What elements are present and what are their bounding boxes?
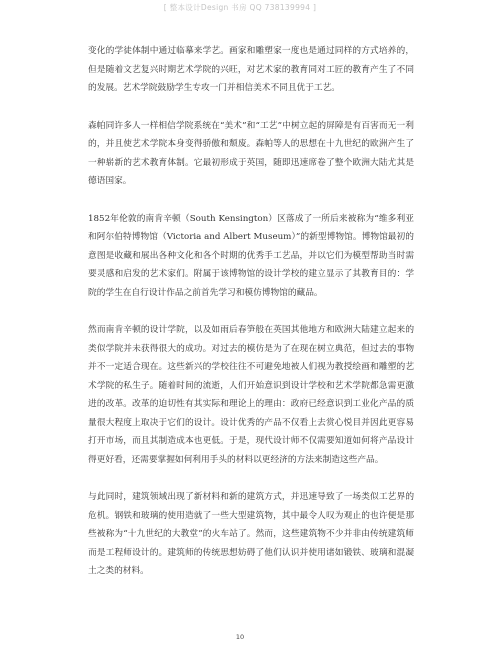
paragraph: 然而南肯辛顿的设计学院，以及如雨后春笋般在英国其他地方和欧洲大陆建立起来的类似学院并未获得很大的成功。对过去的模仿是为了在现在树立典范，但过去的事物并不一定适合现在。这些新兴的学校往往不可避免地被人们视为教授绘画和雕塑的艺术学院的私生子。随着时间的流逝，人们开始意识到设计学校和艺术学院都急需更激进的改革。改革的迫切性有其实际和理论上的理由：政府已经意识到工业化产品的质量很大程度上取决于它们的设计。设计优秀的产品不仅看上去赏心悦目并因此更容易打开市场，而且其制造成本也更低。于是，现代设计师不仅需要知道如何将产品设计得更好看，还需要掌握如何利用手头的材料以更经济的方法来制造这些产品。 xyxy=(88,325,414,465)
page-body xyxy=(88,42,414,600)
paragraph: 森帕同许多人一样相信学院系统在“美术”和“工艺”中树立起的屏障是有百害而无一利的，并且使艺术学院本身变得骄傲和颓废。森帕等人的思想在十九世纪的欧洲产生了一种崭新的艺术教育体制。它最初形成于英国，随即迅速席卷了整个欧洲大陆尤其是德语国家。 xyxy=(88,120,414,186)
paragraph: 1852年伦敦的南肯辛顿（South Kensington）区落成了一所后来被称为“维多利亚和阿尔伯特博物馆（Victoria and Albert Museum）”的新型博物馆。博物馆最初的意图是收藏和展出各种文化和各个时期的优秀手工艺品，并以它们为模型帮助当时需要灵感和启发的艺术家们。附属于该博物馆的设计学校的建立显示了其教育目的：学院的学生在自行设计作品之前首先学习和模仿博物馆的藏品。 xyxy=(88,213,414,298)
paragraph: 变化的学徒体制中通过临摹来学艺。画家和雕塑家一度也是通过同样的方式培养的，但是随着文艺复兴时期艺术学院的兴旺，对艺术家的教育同对工匠的教育产生了不同的发展。艺术学院鼓励学生专攻一门并相信美术不同且优于工艺。 xyxy=(88,46,414,93)
page-number: 10 xyxy=(235,633,245,641)
paragraph: 与此同时，建筑领域出现了新材料和新的建筑方式，并迅速导致了一场类似工艺界的危机。钢铁和玻璃的使用造就了一些大型建筑物，其中最令人叹为观止的也许便是那些被称为“十九世纪的大教堂”的火车站了。然而，这些建筑物不少并非由传统建筑师而是工程师设计的。建筑师的传统思想妨碍了他们认识并使用诸如锻铁、玻璃和混凝土之类的材料。 xyxy=(88,492,414,576)
watermark: [ 整本设计Design 书房 QQ 738139994 ] xyxy=(163,3,317,12)
